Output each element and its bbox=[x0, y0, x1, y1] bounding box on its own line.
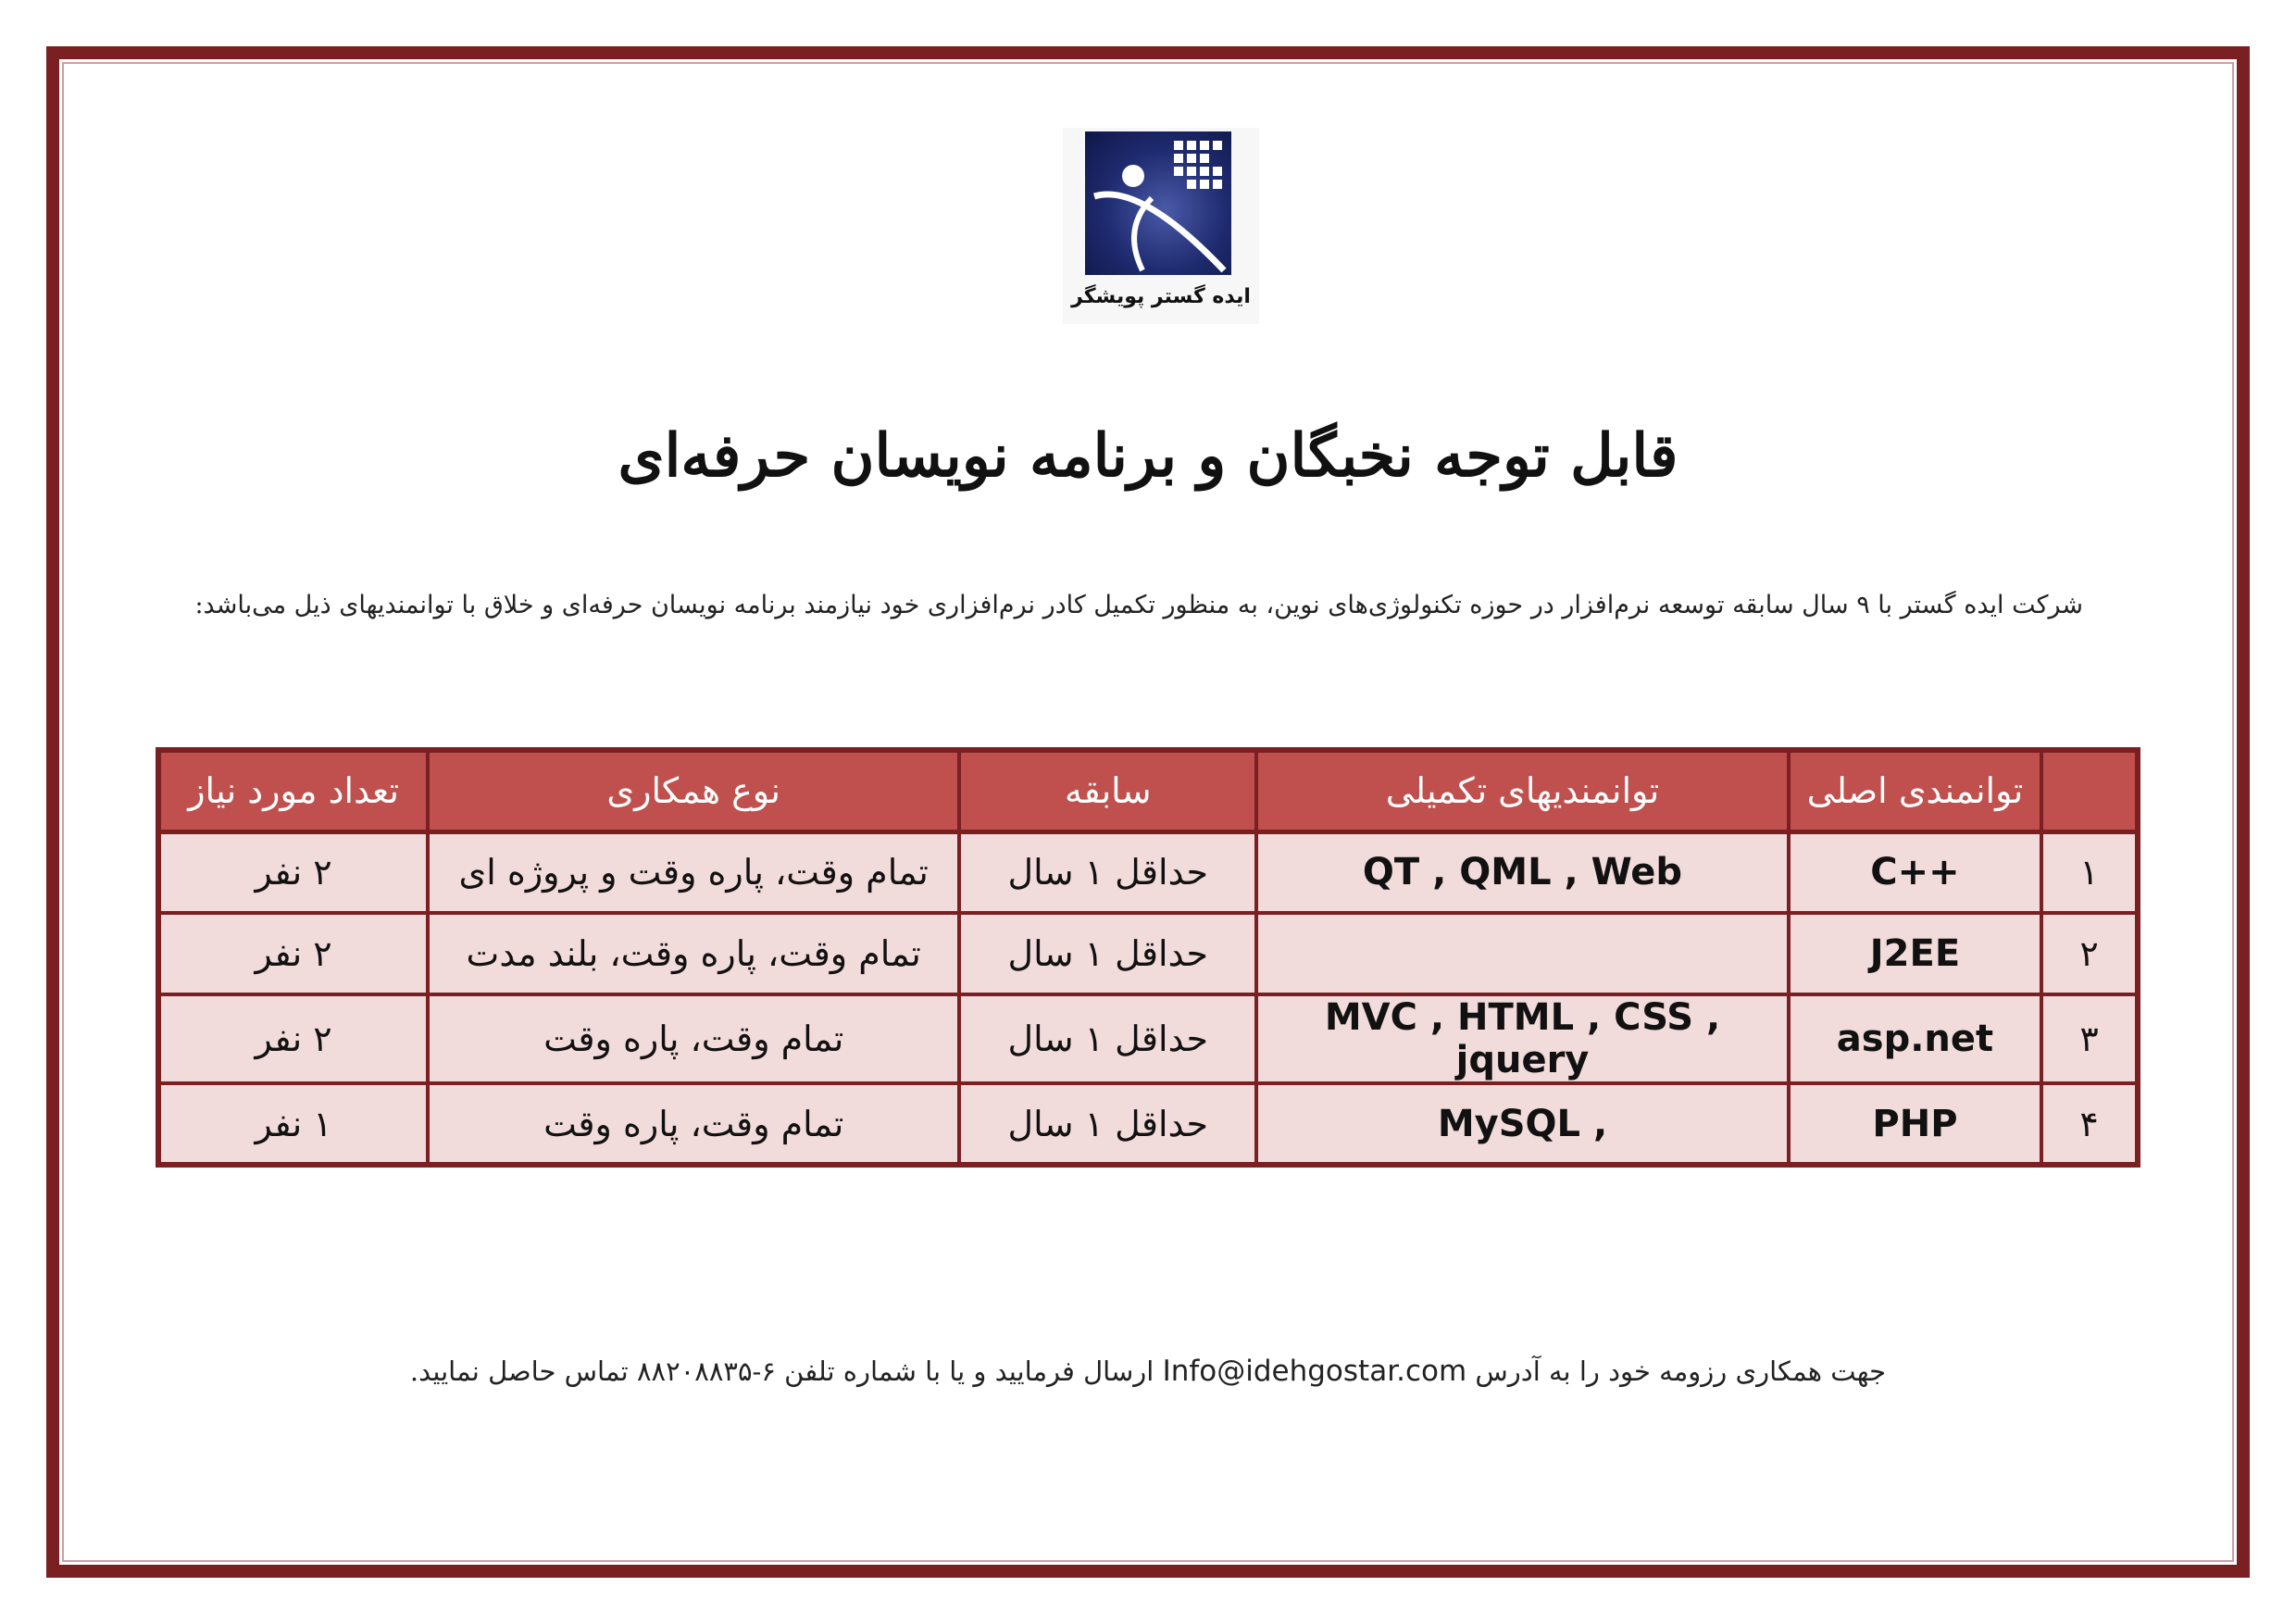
cell-experience: حداقل ۱ سال bbox=[959, 994, 1256, 1083]
header-experience: سابقه bbox=[959, 750, 1256, 831]
contact-footer bbox=[278, 1355, 2018, 1388]
cell-experience: حداقل ۱ سال bbox=[959, 913, 1256, 994]
cell-extra-skills bbox=[1256, 913, 1788, 994]
cell-extra-skills: MySQL , bbox=[1256, 1083, 1788, 1165]
table-row bbox=[158, 913, 2138, 994]
cell-count: ۱ نفر bbox=[158, 1083, 428, 1165]
cell-main-skill: PHP bbox=[1789, 1083, 2042, 1165]
header-count: تعداد مورد نیاز bbox=[158, 750, 428, 831]
headline: قابل توجه نخبگان و برنامه نویسان حرفه‌ای bbox=[618, 421, 1678, 491]
table-row bbox=[158, 831, 2138, 913]
logo-caption: ایده گستر پویشگر bbox=[1071, 285, 1251, 308]
cell-count: ۲ نفر bbox=[158, 831, 428, 913]
header-extra-skills: توانمندیهای تکمیلی bbox=[1256, 750, 1788, 831]
cell-extra-skills: QT , QML , Web bbox=[1256, 831, 1788, 913]
cell-experience: حداقل ۱ سال bbox=[959, 1083, 1256, 1165]
email-link[interactable]: Info@idehgostar.com bbox=[1162, 1355, 1467, 1388]
header-index bbox=[2041, 750, 2138, 831]
cell-count: ۲ نفر bbox=[158, 913, 428, 994]
footer-text-before: جهت همکاری رزومه خود را به آدرس bbox=[1475, 1355, 1887, 1387]
company-logo bbox=[1063, 128, 1259, 324]
cell-main-skill: asp.net bbox=[1789, 994, 2042, 1083]
cell-cooperation: تمام وقت، پاره وقت و پروژه ای bbox=[428, 831, 959, 913]
table-row bbox=[158, 994, 2138, 1083]
positions-table bbox=[156, 747, 2140, 1168]
cell-experience: حداقل ۱ سال bbox=[959, 831, 1256, 913]
cell-cooperation: تمام وقت، پاره وقت bbox=[428, 994, 959, 1083]
table-header-row bbox=[158, 750, 2138, 831]
header-main-skill: توانمندی اصلی bbox=[1789, 750, 2042, 831]
cell-main-skill: J2EE bbox=[1789, 913, 2042, 994]
footer-text-after: ارسال فرمایید و یا با شماره تلفن ۶-۸۸۲۰۸۸۳۵ تماس حاصل نمایید. bbox=[409, 1355, 1154, 1387]
intro-paragraph: شرکت ایده گستر با ۹ سال سابقه توسعه نرم‌افزار در حوزه تکنولوژی‌های نوین، به منظور تکمیل کادر نرم‌افزاری خود نیازمند برنامه نویسان حرفه‌ای و خلاق با توانمندیهای ذیل می‌باشد: bbox=[194, 591, 2083, 619]
cell-index: ۲ bbox=[2041, 913, 2138, 994]
logo-emblem bbox=[1085, 131, 1231, 275]
cell-count: ۲ نفر bbox=[158, 994, 428, 1083]
table-row bbox=[158, 1083, 2138, 1165]
cell-cooperation: تمام وقت، پاره وقت، بلند مدت bbox=[428, 913, 959, 994]
cell-cooperation: تمام وقت، پاره وقت bbox=[428, 1083, 959, 1165]
cell-extra-skills: MVC , HTML , CSS , jquery bbox=[1256, 994, 1788, 1083]
logo-emblem-graphic bbox=[1085, 131, 1231, 275]
cell-index: ۳ bbox=[2041, 994, 2138, 1083]
cell-index: ۱ bbox=[2041, 831, 2138, 913]
cell-index: ۴ bbox=[2041, 1083, 2138, 1165]
cell-main-skill: C++ bbox=[1789, 831, 2042, 913]
header-cooperation: نوع همکاری bbox=[428, 750, 959, 831]
